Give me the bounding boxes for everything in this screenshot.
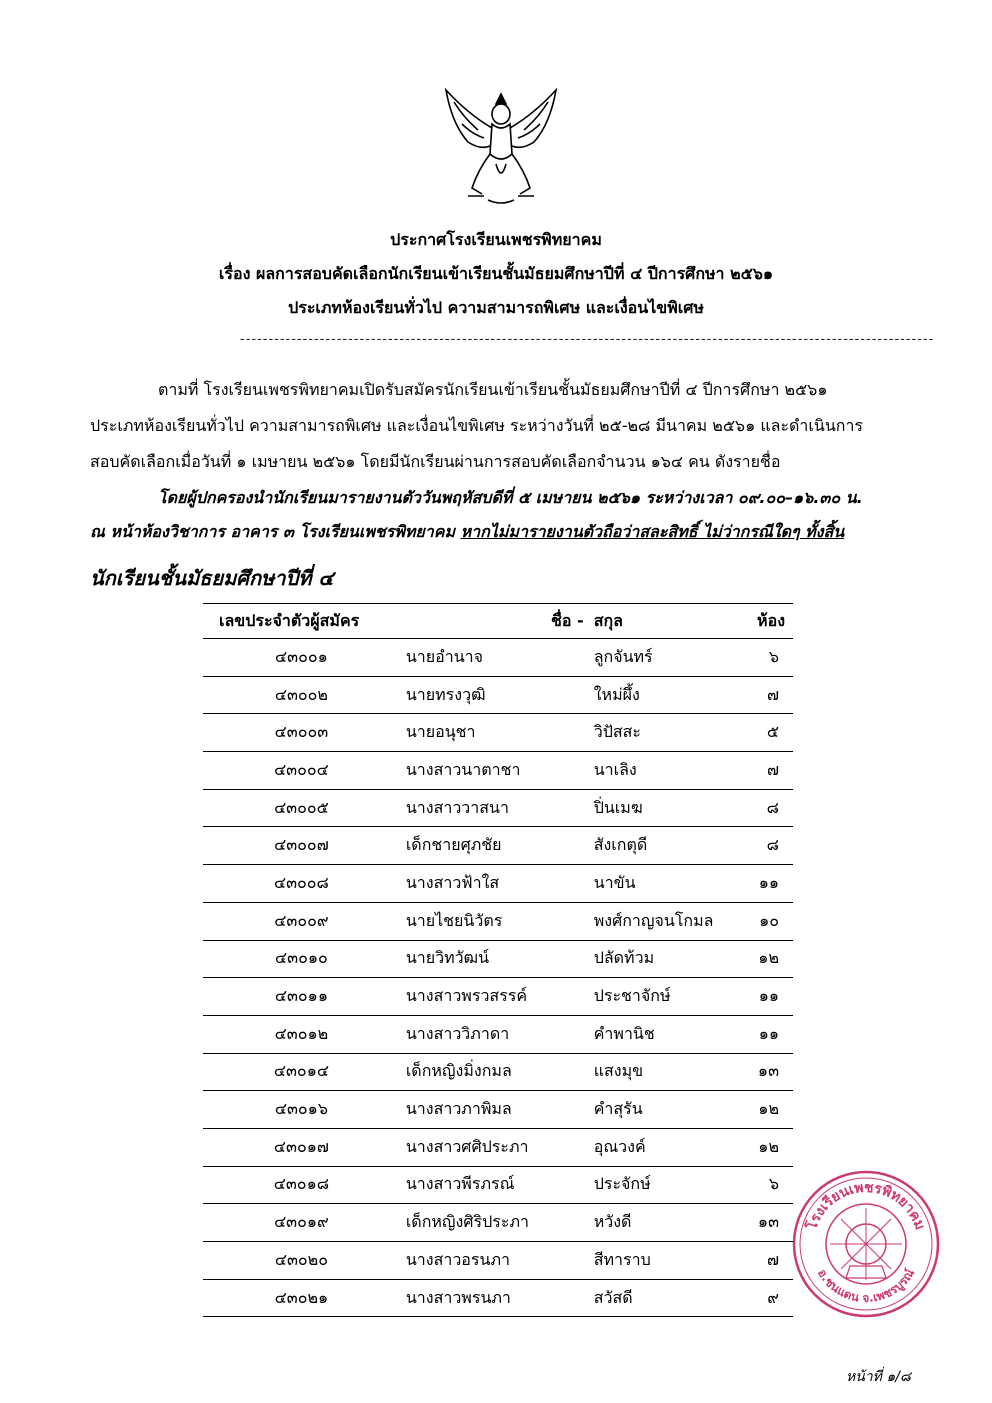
cell-room: ๖ (757, 639, 793, 677)
cell-surname: สวัสดี (594, 1279, 757, 1317)
cell-first-name: นางสาวพรนภา (400, 1279, 594, 1317)
table-row (203, 902, 793, 940)
cell-first-name: นางสาวฟ้าใส (400, 865, 594, 903)
cell-first-name: นายทรงวุฒิ (400, 676, 594, 714)
table-row (203, 1166, 793, 1204)
header-surname: สกุล (594, 604, 757, 639)
cell-first-name: นางสาววาสนา (400, 789, 594, 827)
cell-room: ๗ (757, 1242, 793, 1280)
cell-applicant-id: ๔๓๐๑๘ (203, 1166, 400, 1204)
cell-applicant-id: ๔๓๐๐๔ (203, 752, 400, 790)
cell-surname: ลูกจันทร์ (594, 639, 757, 677)
cell-first-name: นางสาวพีรภรณ์ (400, 1166, 594, 1204)
stamp-bottom-text: อ.ชนแดน จ.เพชรบูรณ์ (814, 1266, 918, 1306)
cell-applicant-id: ๔๓๐๑๖ (203, 1091, 400, 1129)
separator-line: -------------------------------------------------------------------------------------------------------------------------- (240, 332, 935, 347)
table-row (203, 1204, 793, 1242)
cell-applicant-id: ๔๓๐๐๒ (203, 676, 400, 714)
cell-surname: คำพานิช (594, 1015, 757, 1053)
cell-surname: พงศ์กาญจนโกมล (594, 902, 757, 940)
cell-surname: อุณวงค์ (594, 1128, 757, 1166)
table-row (203, 827, 793, 865)
report-location-text: ณ หน้าห้องวิชาการ อาคาร ๓ โรงเรียนเพชรพิทยาคม (90, 522, 461, 541)
cell-first-name: นางสาวศศิประภา (400, 1128, 594, 1166)
cell-applicant-id: ๔๓๐๑๗ (203, 1128, 400, 1166)
cell-surname: ปลัดท้วม (594, 940, 757, 978)
table-row (203, 752, 793, 790)
forfeit-warning-text: หากไม่มารายงานตัวถือว่าสละสิทธิ์ ไม่ว่ากรณีใดๆ ทั้งสิ้น (460, 522, 845, 541)
cell-applicant-id: ๔๓๐๐๑ (203, 639, 400, 677)
cell-surname: นาเลิง (594, 752, 757, 790)
cell-room: ๑๑ (757, 1015, 793, 1053)
cell-room: ๕ (757, 714, 793, 752)
cell-first-name: นายอำนาจ (400, 639, 594, 677)
table-header-row (203, 604, 793, 639)
cell-room: ๑๒ (757, 1091, 793, 1129)
table-row (203, 639, 793, 677)
table-row (203, 714, 793, 752)
table-row (203, 1128, 793, 1166)
cell-room: ๑๒ (757, 940, 793, 978)
cell-room: ๘ (757, 827, 793, 865)
table-row (203, 1242, 793, 1280)
cell-applicant-id: ๔๓๐๑๑ (203, 978, 400, 1016)
cell-room: ๑๓ (757, 1053, 793, 1091)
table-row (203, 865, 793, 903)
cell-surname: วิปัสสะ (594, 714, 757, 752)
announcement-title: ประกาศโรงเรียนเพชรพิทยาคม (390, 230, 602, 249)
cell-applicant-id: ๔๓๐๑๐ (203, 940, 400, 978)
cell-room: ๑๑ (757, 865, 793, 903)
school-seal-stamp (790, 1168, 942, 1320)
cell-surname: สังเกตุดี (594, 827, 757, 865)
cell-first-name: นางสาวภาพิมล (400, 1091, 594, 1129)
body-paragraph-2-line-2 (90, 520, 920, 545)
cell-surname: คำสุรัน (594, 1091, 757, 1129)
table-row (203, 940, 793, 978)
table-row (203, 1279, 793, 1317)
announcement-subject: เรื่อง ผลการสอบคัดเลือกนักเรียนเข้าเรียนชั้นมัธยมศึกษาปีที่ ๔ ปีการศึกษา ๒๕๖๑ (218, 264, 774, 283)
cell-first-name: เด็กหญิงมิ่งกมล (400, 1053, 594, 1091)
section-title: นักเรียนชั้นมัธยมศึกษาปีที่ ๔ (90, 566, 334, 590)
table-row (203, 676, 793, 714)
cell-first-name: นายไชยนิวัตร (400, 902, 594, 940)
cell-room: ๑๐ (757, 902, 793, 940)
cell-applicant-id: ๔๓๐๒๐ (203, 1242, 400, 1280)
header-room: ห้อง (757, 604, 793, 639)
cell-room: ๗ (757, 676, 793, 714)
cell-surname: ประชาจักษ์ (594, 978, 757, 1016)
cell-first-name: นางสาววิภาดา (400, 1015, 594, 1053)
cell-applicant-id: ๔๓๐๑๔ (203, 1053, 400, 1091)
body-paragraph-1-line-3: สอบคัดเลือกเมื่อวันที่ ๑ เมษายน ๒๕๖๑ โดยมีนักเรียนผ่านการสอบคัดเลือกจำนวน ๑๖๔ คน ดังรายชื่อ (90, 452, 781, 471)
header-name: ชื่อ - (400, 604, 594, 639)
cell-surname: นาขัน (594, 865, 757, 903)
cell-surname: หวังดี (594, 1204, 757, 1242)
header-applicant-id: เลขประจำตัวผู้สมัคร (203, 604, 400, 639)
cell-surname: สีทาราบ (594, 1242, 757, 1280)
table-row (203, 789, 793, 827)
page-number: หน้าที่ ๑/๘ (846, 1369, 911, 1385)
cell-room: ๖ (757, 1166, 793, 1204)
cell-applicant-id: ๔๓๐๐๙ (203, 902, 400, 940)
cell-first-name: เด็กชายศุภชัย (400, 827, 594, 865)
cell-room: ๑๒ (757, 1128, 793, 1166)
body-paragraph-1-line-1: ตามที่ โรงเรียนเพชรพิทยาคมเปิดรับสมัครนักเรียนเข้าเรียนชั้นมัธยมศึกษาปีที่ ๔ ปีการศึกษา ๒๕๖๑ (158, 380, 828, 399)
cell-surname: ใหม่ผึ้ง (594, 676, 757, 714)
cell-surname: ปิ่นเมฆ (594, 789, 757, 827)
cell-surname: แสงมุข (594, 1053, 757, 1091)
cell-applicant-id: ๔๓๐๑๙ (203, 1204, 400, 1242)
table-row (203, 1091, 793, 1129)
student-table (203, 603, 793, 1317)
cell-first-name: นางสาวนาตาชา (400, 752, 594, 790)
body-paragraph-1-line-2: ประเภทห้องเรียนทั่วไป ความสามารถพิเศษ และเงื่อนไขพิเศษ ระหว่างวันที่ ๒๕-๒๘ มีนาคม ๒๕๖๑ และดำเนินการ (90, 416, 864, 435)
cell-applicant-id: ๔๓๐๐๘ (203, 865, 400, 903)
garuda-emblem-icon (438, 84, 564, 210)
cell-applicant-id: ๔๓๐๐๓ (203, 714, 400, 752)
cell-room: ๗ (757, 752, 793, 790)
cell-room: ๑๑ (757, 978, 793, 1016)
cell-first-name: นางสาวอรนภา (400, 1242, 594, 1280)
table-row (203, 1015, 793, 1053)
cell-first-name: นางสาวพรวสรรค์ (400, 978, 594, 1016)
table-row (203, 1053, 793, 1091)
cell-first-name: นายอนุชา (400, 714, 594, 752)
body-paragraph-2-line-1: โดยผู้ปกครองนำนักเรียนมารายงานตัววันพฤหัสบดีที่ ๕ เมษายน ๒๕๖๑ ระหว่างเวลา ๐๙.๐๐–๑๖.๓๐ น. (158, 488, 863, 507)
announcement-category: ประเภทห้องเรียนทั่วไป ความสามารถพิเศษ และเงื่อนไขพิเศษ (288, 298, 704, 317)
cell-applicant-id: ๔๓๐๐๗ (203, 827, 400, 865)
cell-applicant-id: ๔๓๐๐๕ (203, 789, 400, 827)
cell-first-name: เด็กหญิงศิริประภา (400, 1204, 594, 1242)
cell-room: ๙ (757, 1279, 793, 1317)
cell-first-name: นายวิทวัฒน์ (400, 940, 594, 978)
cell-room: ๑๓ (757, 1204, 793, 1242)
table-row (203, 978, 793, 1016)
cell-surname: ประจักษ์ (594, 1166, 757, 1204)
cell-room: ๘ (757, 789, 793, 827)
cell-applicant-id: ๔๓๐๑๒ (203, 1015, 400, 1053)
stamp-top-text: โรงเรียนเพชรพิทยาคม (804, 1179, 928, 1233)
cell-applicant-id: ๔๓๐๒๑ (203, 1279, 400, 1317)
